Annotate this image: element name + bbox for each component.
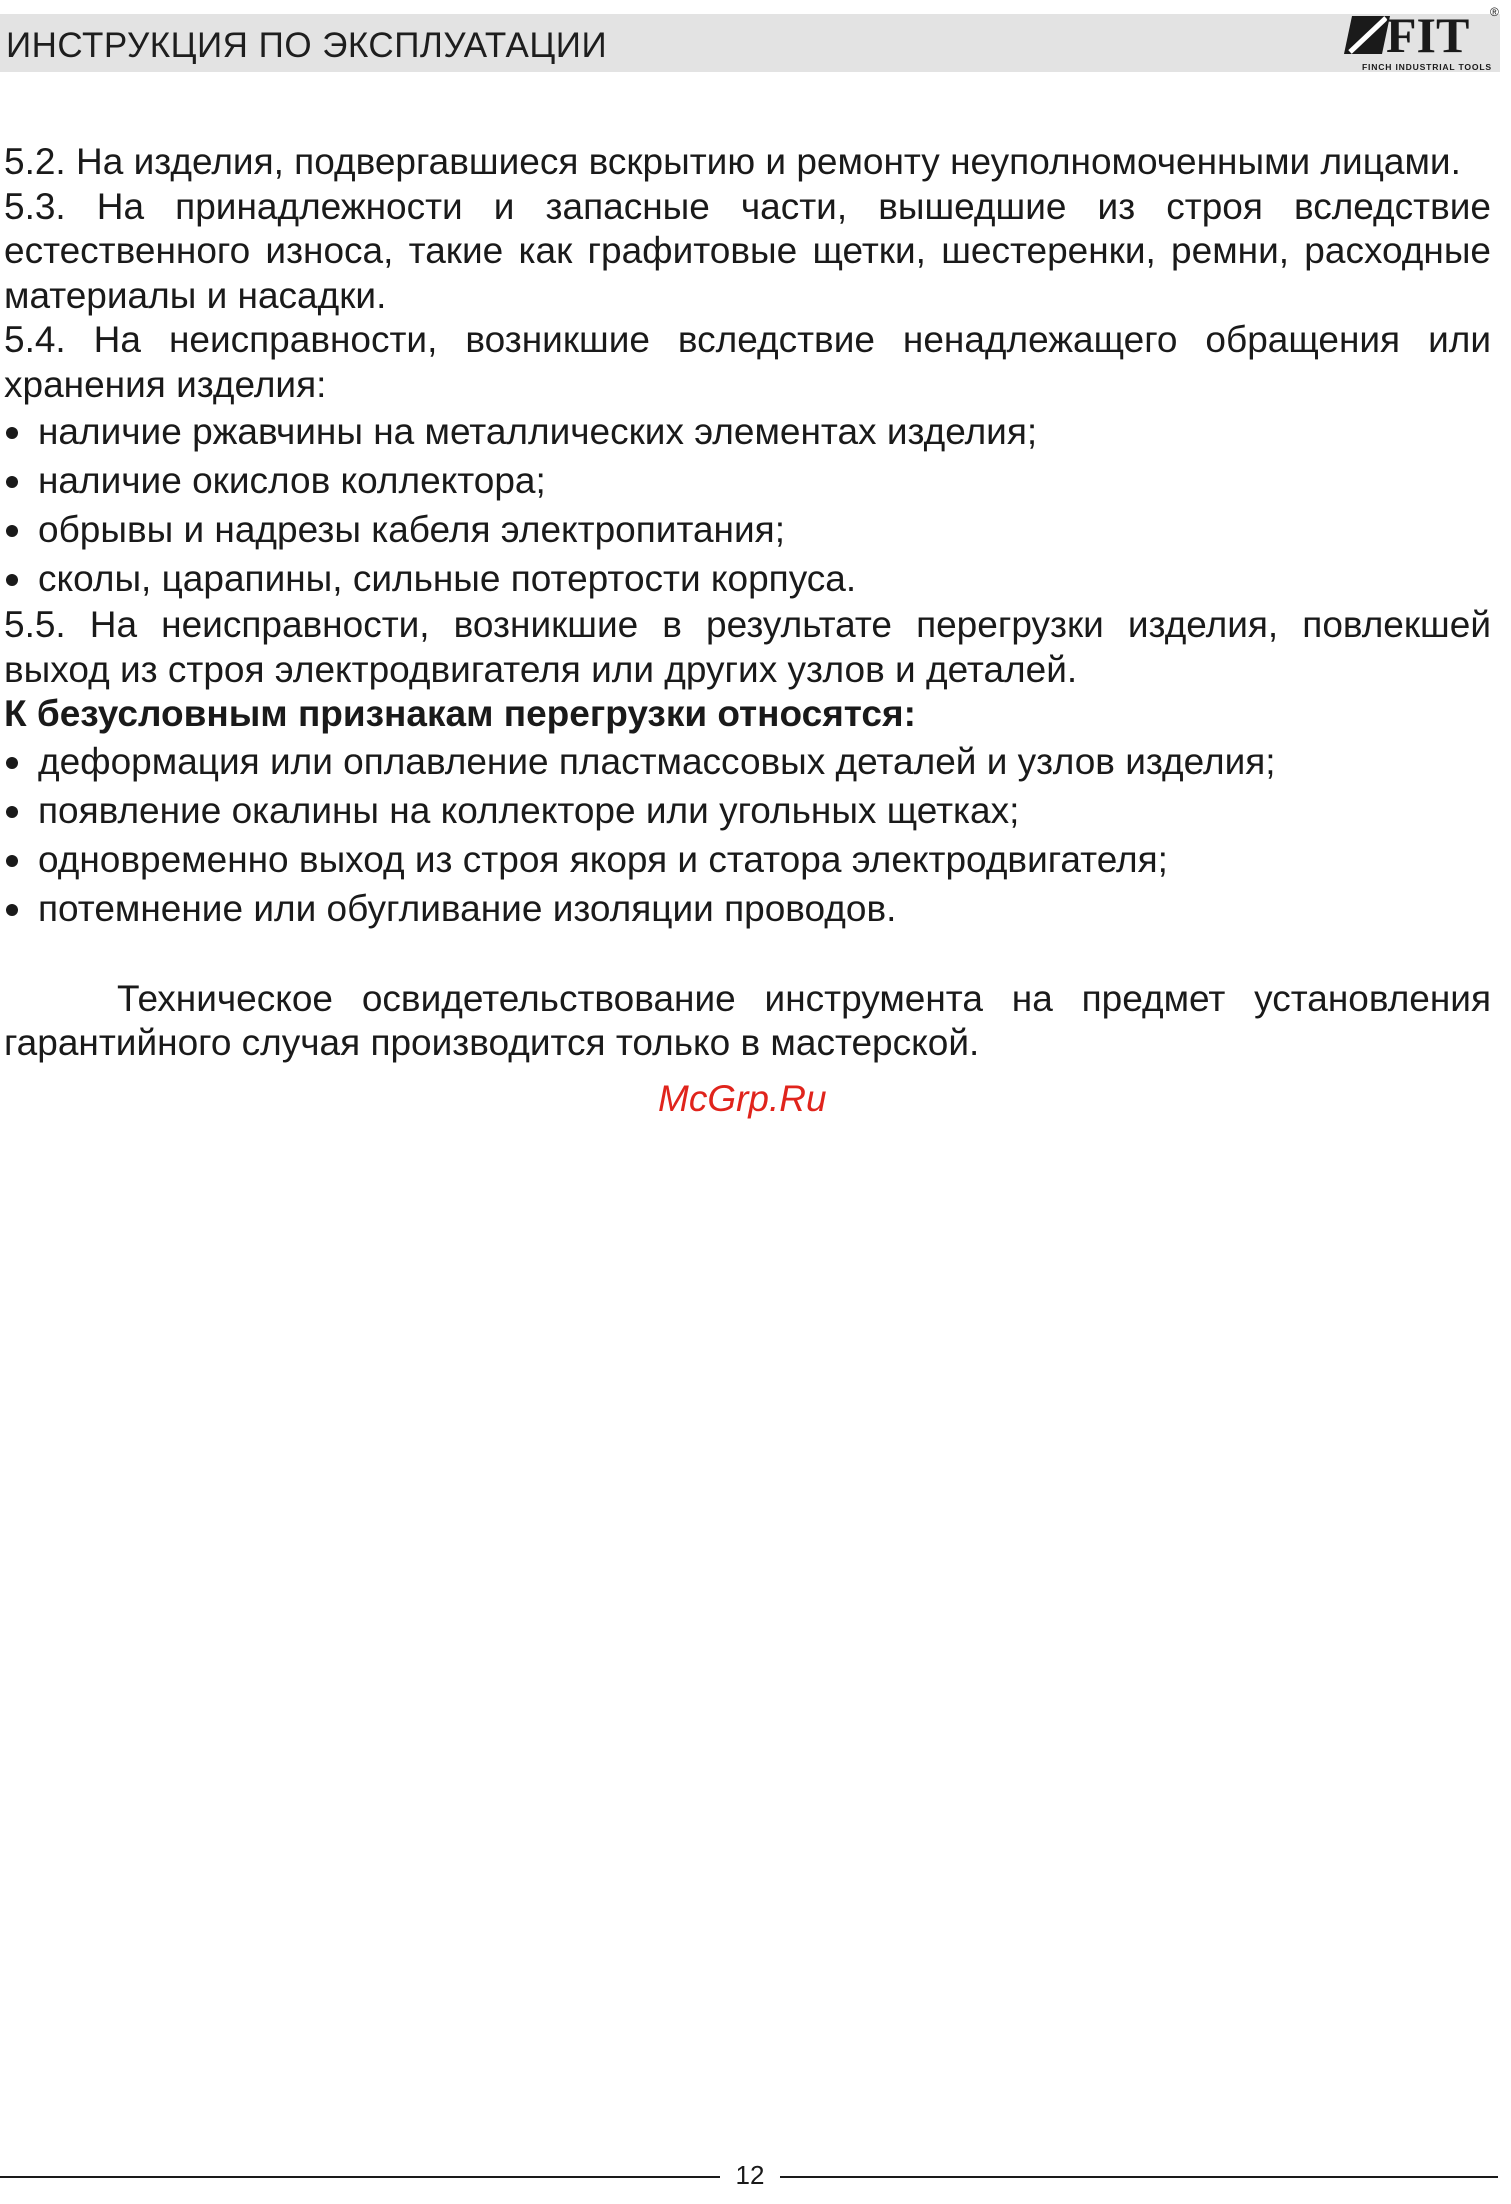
list-item: потемнение или обугливание изоляции проводов. — [4, 884, 1491, 933]
paragraph-5-4: 5.4. На неисправности, возникшие вследствие ненадлежащего обращения или хранения изделия: — [4, 319, 1491, 405]
overload-heading: К безусловным признакам перегрузки относятся: — [4, 693, 916, 734]
logo-mark-icon — [1344, 16, 1390, 54]
watermark: McGrp.Ru — [658, 1078, 827, 1119]
paragraph-5-3: 5.3. На принадлежности и запасные части, вышедшие из строя вследствие естественного износа, такие как графитовые щетки, шестеренки, ремни, расходные материалы и насадки. — [4, 185, 1491, 316]
closing-paragraph: Техническое освидетельствование инструмента на предмет установления гарантийного случая производится только в мастерской. — [4, 977, 1491, 1063]
list-item: одновременно выход из строя якоря и статора электродвигателя; — [4, 835, 1491, 884]
footer-divider-left — [0, 2176, 720, 2178]
bullet-list-mishandling — [4, 407, 1491, 603]
fit-logo — [1338, 4, 1506, 76]
paragraph-5-5: 5.5. На неисправности, возникшие в результате перегрузки изделия, повлекшей выход из строя электродвигателя или других узлов и деталей. — [4, 604, 1491, 690]
list-item: обрывы и надрезы кабеля электропитания; — [4, 505, 1491, 554]
paragraph-5-2: 5.2. На изделия, подвергавшиеся вскрытию и ремонту неуполномоченными лицами. — [4, 141, 1461, 182]
page-header-title: ИНСТРУКЦИЯ ПО ЭКСПЛУАТАЦИИ — [6, 26, 608, 65]
bullet-list-overload — [4, 737, 1491, 933]
footer-divider-right — [780, 2176, 1498, 2178]
document-body — [4, 140, 1491, 1066]
list-item: сколы, царапины, сильные потертости корпуса. — [4, 554, 1491, 603]
list-item: появление окалины на коллекторе или угольных щетках; — [4, 786, 1491, 835]
list-item: наличие окислов коллектора; — [4, 456, 1491, 505]
list-item: наличие ржавчины на металлических элементах изделия; — [4, 407, 1491, 456]
page-number: 12 — [735, 2160, 765, 2190]
list-item: деформация или оплавление пластмассовых деталей и узлов изделия; — [4, 737, 1491, 786]
logo-registered-mark: ® — [1490, 5, 1499, 19]
logo-text: FIT — [1386, 7, 1470, 63]
logo-subtitle: FINCH INDUSTRIAL TOOLS — [1362, 62, 1492, 72]
